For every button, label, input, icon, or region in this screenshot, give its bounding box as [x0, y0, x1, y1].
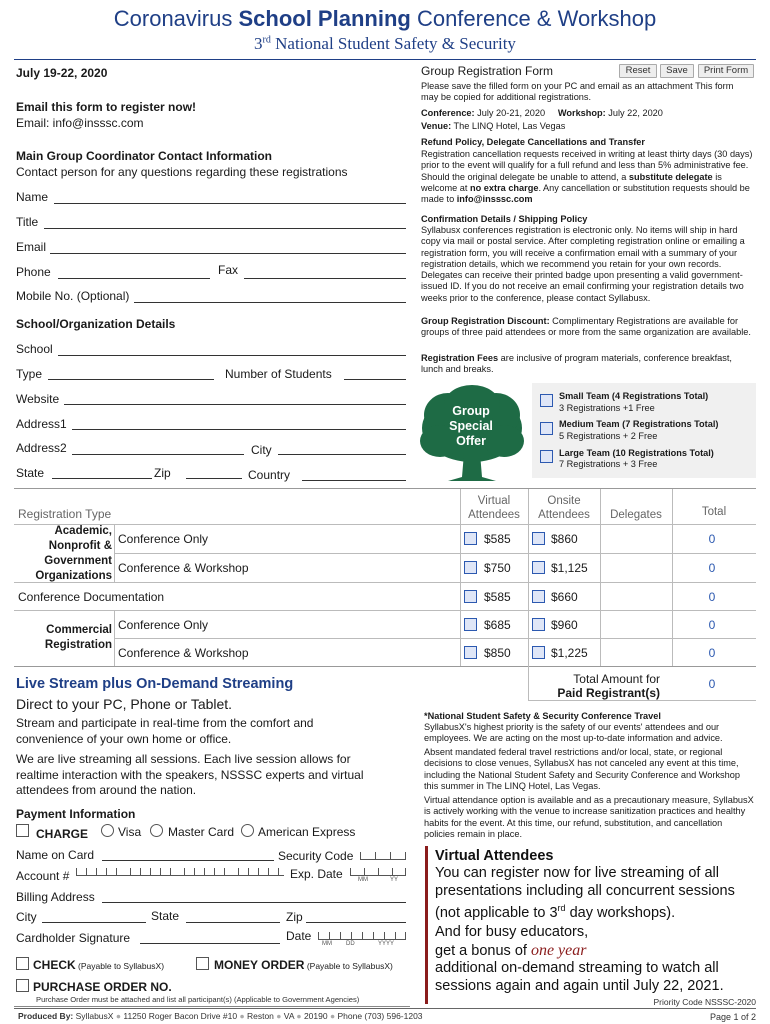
grand-total: 0	[708, 677, 716, 691]
small-team-label: Small Team (4 Registrations Total)	[559, 391, 709, 401]
small-team-checkbox[interactable]	[540, 394, 553, 407]
row-label: Conference Documentation	[18, 590, 165, 604]
stream-paragraph-2: We are live streaming all sessions. Each live session allows for realtime interaction with the speakers, NSSSC experts and virtual attendees from around the nation.	[16, 752, 364, 797]
large-team-detail: 7 Registrations + 3 Free	[559, 459, 658, 469]
col-divider	[600, 489, 601, 666]
row-label: Conference & Workshop	[118, 561, 249, 575]
onsite-price: $860	[551, 532, 578, 546]
mastercard-radio[interactable]	[150, 824, 163, 837]
website-label: Website	[16, 392, 60, 406]
purchase-order-note: Purchase Order must be attached and list all participant(s) (Applicable to Government Agencies)	[36, 995, 360, 1004]
footer-divider	[14, 1008, 756, 1009]
address2-label: Address2	[16, 441, 67, 455]
fax-label: Fax	[218, 263, 239, 277]
virtual-price: $585	[484, 590, 511, 604]
security-code-field[interactable]	[360, 850, 406, 860]
onsite-checkbox[interactable]	[532, 561, 545, 574]
virtual-box-heading: Virtual Attendees	[435, 848, 554, 864]
large-team-label: Large Team (10 Registrations Total)	[559, 448, 714, 458]
account-label: Account #	[16, 869, 70, 883]
delegates-input[interactable]	[606, 558, 668, 576]
num-students-field[interactable]	[344, 379, 406, 380]
visa-radio[interactable]	[101, 824, 114, 837]
num-students-label: Number of Students	[225, 367, 332, 381]
name-on-card-field[interactable]	[102, 860, 274, 861]
billing-city-label: City	[16, 910, 37, 924]
check-label: CHECK (Payable to SyllabusX)	[33, 958, 165, 972]
sign-mm-hint: MM	[322, 941, 332, 947]
virtual-box-paragraph-2: And for busy educators, get a bonus of one year additional on-demand streaming to watch all sessions again and again until July 22, 2021.	[435, 924, 724, 994]
type-label: Type	[16, 367, 43, 381]
onsite-checkbox[interactable]	[532, 618, 545, 631]
print-button[interactable]: Print Form	[698, 64, 754, 78]
footer-produced-by: Produced By: SyllabusX ● 11250 Roger Bacon Drive #10 ● Reston ● VA ● 20190 ● Phone (703) 596-1203	[18, 1011, 423, 1021]
stream-heading: Live Stream plus On-Demand Streaming	[16, 676, 294, 692]
page-subtitle: 3rd National Student Safety & Security	[254, 34, 516, 53]
event-dates: July 19-22, 2020	[16, 66, 108, 80]
academic-group-label: Academic, Nonprofit & Government Organizations	[35, 525, 112, 582]
sign-yyyy-hint: YYYY	[378, 941, 395, 947]
school-field[interactable]	[58, 355, 406, 356]
onsite-price: $1,225	[551, 646, 588, 660]
virtual-checkbox[interactable]	[464, 532, 477, 545]
header-divider	[14, 59, 756, 60]
row-divider	[14, 610, 756, 611]
name-field[interactable]	[54, 203, 406, 204]
amex-label: American Express	[258, 825, 356, 839]
group-offer-badge: Group Special Offer	[449, 404, 493, 448]
sign-date-field[interactable]	[318, 930, 406, 940]
medium-team-checkbox[interactable]	[540, 422, 553, 435]
refund-heading: Refund Policy, Delegate Cancellations and Transfer	[421, 137, 645, 147]
exp-mm-hint: MM	[358, 877, 368, 883]
email-cta: Email this form to register now!	[16, 100, 197, 114]
delegates-input[interactable]	[606, 587, 668, 605]
exp-date-field[interactable]	[350, 866, 406, 876]
coordinator-subheading: Contact person for any questions regarding these registrations	[16, 165, 348, 179]
virtual-box-paragraph-1: You can register now for live streaming of all presentations including all concurrent sessions (not applicable to 3rd day workshops).	[435, 865, 735, 921]
visa-label: Visa	[118, 825, 142, 839]
name-label: Name	[16, 190, 49, 204]
billing-state-label: State	[151, 909, 180, 923]
delegates-header: Delegates	[610, 509, 662, 521]
billing-zip-field[interactable]	[306, 922, 406, 923]
virtual-checkbox[interactable]	[464, 561, 477, 574]
refund-body: Registration cancellation requests received in writing at least thirty days (30 days) prior to the event will qualify for a full refund and less than 5% administrative fee. Should the original delegate be unable to attend, a substitute delegate is welcome at no extra charge. Any cancellation or substitution requests should be made to info@insssc.com	[421, 149, 753, 205]
onsite-price: $960	[551, 618, 578, 632]
country-field[interactable]	[302, 480, 406, 481]
address2-field[interactable]	[72, 454, 244, 455]
travel-paragraph-2: Absent mandated federal travel restrictions and/or local, state, or regional decisions to close venues, SyllabusX has not canceled any event at this time, including the National Student Safety and Security Conference and Workshop this summer in The LINQ Hotel, Las Vegas.	[424, 747, 740, 791]
org-heading: School/Organization Details	[16, 317, 176, 331]
website-field[interactable]	[64, 404, 406, 405]
reg-type-header: Registration Type	[18, 507, 112, 521]
contact-email[interactable]: Email: info@insssc.com	[16, 116, 144, 130]
col-divider	[460, 489, 461, 666]
school-label: School	[16, 342, 53, 356]
payment-divider	[14, 1006, 410, 1007]
row-label: Conference Only	[118, 532, 209, 546]
fees-text: Registration Fees are inclusive of program materials, conference breakfast, lunch and breaks.	[421, 353, 732, 375]
virtual-checkbox[interactable]	[464, 590, 477, 603]
onsite-price: $1,125	[551, 561, 588, 575]
state-label: State	[16, 466, 45, 480]
onsite-checkbox[interactable]	[532, 532, 545, 545]
coordinator-heading: Main Group Coordinator Contact Information	[16, 149, 272, 163]
mobile-label: Mobile No. (Optional)	[16, 289, 130, 303]
col-divider	[672, 489, 673, 666]
row-divider	[114, 638, 756, 639]
exp-date-label: Exp. Date	[290, 867, 343, 881]
total-header: Total	[701, 506, 727, 518]
state-field[interactable]	[52, 478, 152, 479]
table-top-border	[14, 488, 756, 489]
country-label: Country	[248, 468, 291, 482]
payment-heading: Payment Information	[16, 807, 136, 821]
row-divider	[528, 700, 756, 701]
delegates-input[interactable]	[606, 529, 668, 547]
billing-address-field[interactable]	[102, 902, 406, 903]
mobile-field[interactable]	[134, 302, 406, 303]
billing-address-label: Billing Address	[16, 890, 95, 904]
row-total: 0	[708, 532, 716, 546]
event-dates-line: Conference: July 20-21, 2020 Workshop: July 22, 2020	[421, 108, 663, 118]
travel-heading: *National Student Safety & Security Conference Travel	[424, 711, 661, 721]
signature-label: Cardholder Signature	[16, 931, 131, 945]
confirm-body: Syllabusx conferences registration is electronic only. No items will ship in hard copy via mail or postal service. After completing registration online or emailing a registration form, you will receive a confirmation email with a summary of your registration details, which we recommend you retain for your own records. Delegates can receive their printed badge upon presenting a valid government-issued ID. If you do not receive an email confirming your registration details two weeks prior to the conference, please contact Syllabusx.	[421, 225, 745, 303]
virtual-price: $850	[484, 646, 511, 660]
address1-field[interactable]	[72, 429, 406, 430]
stream-subheading: Direct to your PC, Phone or Tablet.	[16, 696, 233, 712]
page-number: Page 1 of 2	[709, 1012, 756, 1022]
amex-radio[interactable]	[241, 824, 254, 837]
row-divider	[114, 553, 756, 554]
row-divider	[14, 666, 756, 667]
virtual-price: $750	[484, 561, 511, 575]
row-divider	[14, 524, 756, 525]
virtual-checkbox[interactable]	[464, 618, 477, 631]
charge-checkbox[interactable]	[16, 824, 29, 837]
billing-city-field[interactable]	[42, 922, 146, 923]
col-divider	[528, 666, 529, 700]
billing-zip-label: Zip	[286, 910, 303, 924]
billing-state-field[interactable]	[186, 922, 280, 923]
onsite-checkbox[interactable]	[532, 646, 545, 659]
address1-label: Address1	[16, 417, 67, 431]
title-field[interactable]	[44, 228, 406, 229]
delegates-input[interactable]	[606, 643, 668, 661]
travel-paragraph-1: SyllabusX's highest priority is the safety of our events' attendees and our employees. We are acting on the most up-to-date information and advice.	[424, 722, 723, 744]
save-button[interactable]: Save	[660, 64, 694, 78]
email-field[interactable]	[50, 253, 406, 254]
phone-field[interactable]	[58, 278, 210, 279]
medium-team-label: Medium Team (7 Registrations Total)	[559, 419, 719, 429]
fax-field[interactable]	[244, 278, 406, 279]
zip-label: Zip	[154, 466, 171, 480]
confirm-heading: Confirmation Details / Shipping Policy	[421, 214, 588, 224]
mastercard-label: Master Card	[168, 825, 235, 839]
col-divider	[528, 489, 529, 666]
email-label: Email	[16, 240, 47, 254]
stream-paragraph-1: Stream and participate in real-time from the comfort and convenience of your own home or office.	[16, 716, 314, 746]
delegates-input[interactable]	[606, 615, 668, 633]
total-amount-label: Total Amount for Paid Registrant(s)	[557, 672, 660, 700]
account-number-field[interactable]	[76, 866, 284, 876]
commercial-group-label: Commercial Registration	[44, 624, 112, 651]
city-field[interactable]	[278, 454, 406, 455]
priority-code: Priority Code NSSSC-2020	[653, 997, 756, 1007]
check-checkbox[interactable]	[16, 957, 29, 970]
onsite-price: $660	[551, 590, 578, 604]
row-total: 0	[708, 618, 716, 632]
city-label: City	[251, 443, 272, 457]
travel-paragraph-3: Virtual attendance option is available and as a precautionary measure, SyllabusX is actively working with the venue to increase sanitization practices and healthy habits for the event. At this time, our refund, substitution, and cancellation policies remain in place.	[424, 795, 754, 839]
large-team-checkbox[interactable]	[540, 450, 553, 463]
onsite-checkbox[interactable]	[532, 590, 545, 603]
exp-yy-hint: YY	[390, 877, 399, 883]
row-total: 0	[708, 561, 716, 575]
phone-label: Phone	[16, 265, 51, 279]
row-divider	[14, 582, 756, 583]
onsite-header: Onsite Attendees	[538, 495, 590, 521]
signature-field[interactable]	[140, 943, 280, 944]
row-label: Conference Only	[118, 618, 209, 632]
security-code-label: Security Code	[278, 849, 354, 863]
virtual-price: $685	[484, 618, 511, 632]
title-label: Title	[16, 215, 39, 229]
medium-team-detail: 5 Registrations + 2 Free	[559, 431, 658, 441]
type-field[interactable]	[48, 379, 214, 380]
virtual-header: Virtual Attendees	[468, 495, 520, 521]
charge-label: CHARGE	[36, 827, 89, 841]
small-team-detail: 3 Registrations +1 Free	[559, 403, 655, 413]
page-title: Coronavirus School Planning Conference & Workshop	[113, 6, 657, 31]
sign-date-label: Date	[286, 929, 312, 943]
row-total: 0	[708, 646, 716, 660]
row-total: 0	[708, 590, 716, 604]
purchase-order-checkbox[interactable]	[16, 979, 29, 992]
row-label: Conference & Workshop	[118, 646, 249, 660]
name-on-card-label: Name on Card	[16, 848, 95, 862]
reset-button[interactable]: Reset	[619, 64, 657, 78]
sign-dd-hint: DD	[346, 941, 355, 947]
discount-text: Group Registration Discount: Complimentary Registrations are available for groups of three paid attendees or more from the same organization are available.	[421, 316, 751, 338]
purchase-order-label: PURCHASE ORDER NO.	[33, 980, 172, 994]
form-label: Group Registration Form	[421, 64, 554, 78]
money-order-checkbox[interactable]	[196, 957, 209, 970]
venue-line: Venue: The LINQ Hotel, Las Vegas	[421, 121, 566, 131]
virtual-price: $585	[484, 532, 511, 546]
virtual-box-accent	[425, 846, 428, 1004]
virtual-checkbox[interactable]	[464, 646, 477, 659]
save-note: Please save the filled form on your PC and email as an attachment This form may be copied for additional registrations.	[421, 81, 734, 103]
zip-field[interactable]	[186, 478, 242, 479]
money-order-label: MONEY ORDER (Payable to SyllabusX)	[214, 958, 393, 972]
